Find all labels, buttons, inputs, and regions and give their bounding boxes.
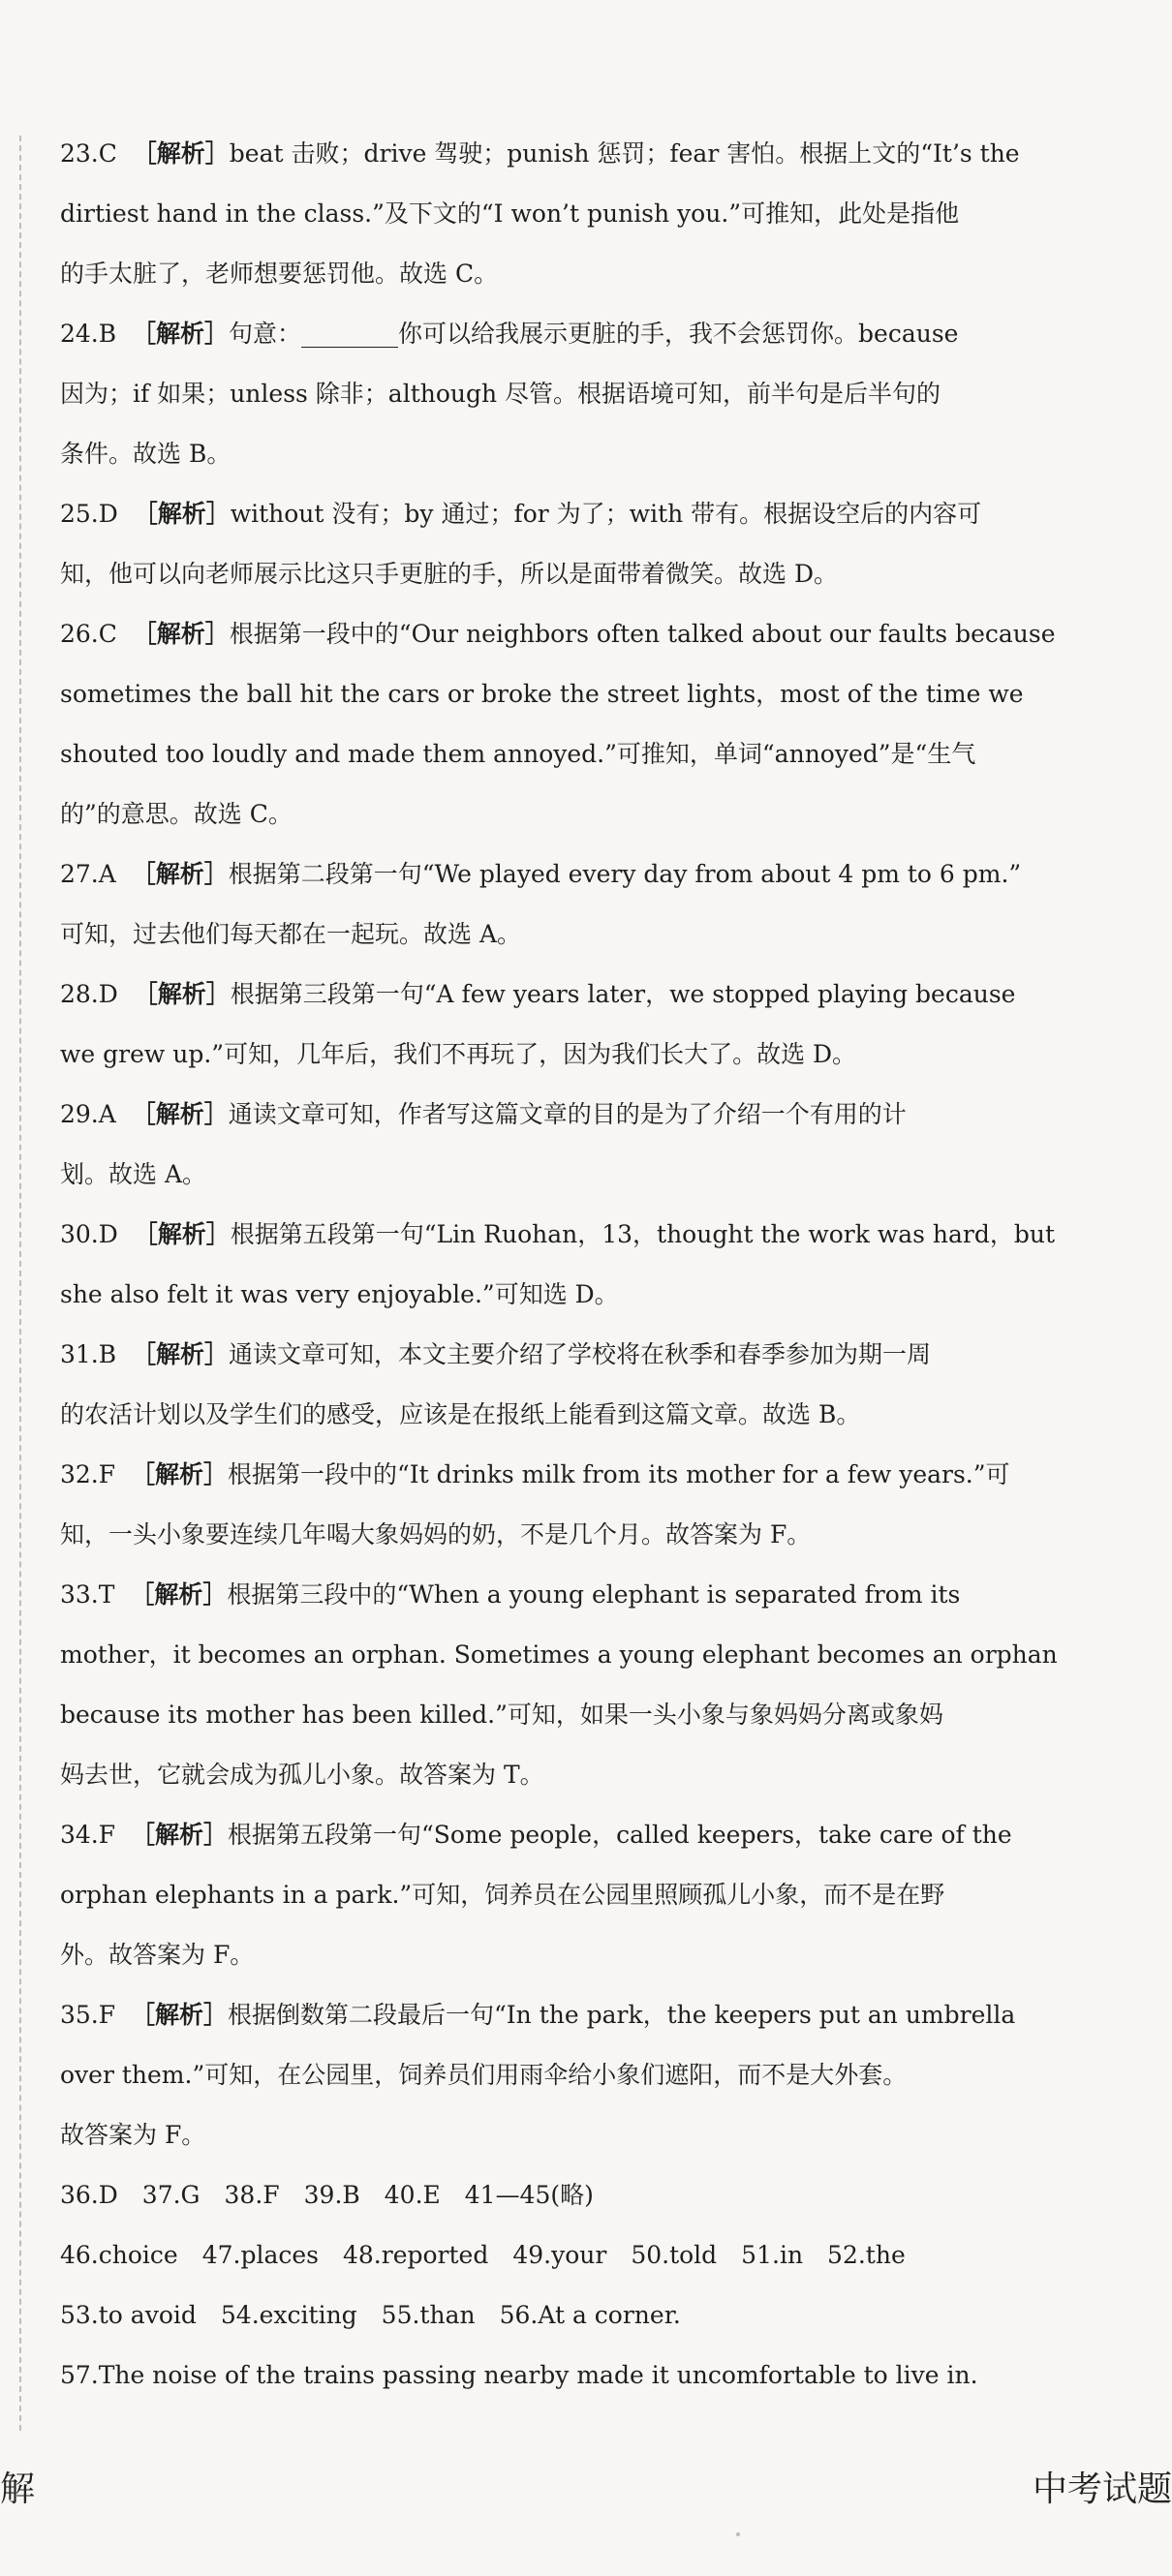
entry-text: beat 击败；drive 驾驶；punish 惩罚；fear 害怕。根据上文的“It’s the bbox=[229, 139, 1020, 168]
entry-line: 的”的意思。故选 C。 bbox=[60, 800, 293, 828]
answer-entry bbox=[60, 844, 1114, 965]
entry-line: over them.”可知，在公园里，饲养员们用雨伞给小象们遮阳，而不是大外套。 bbox=[60, 2061, 908, 2089]
entry-line: mother，it becomes an orphan. Sometimes a young elephant becomes an orphan bbox=[60, 1641, 1058, 1669]
analysis-label: ［解析］ bbox=[130, 1580, 228, 1609]
analysis-label: ［解析］ bbox=[131, 1100, 229, 1128]
entry-line bbox=[60, 484, 1114, 544]
entry-text: 根据第三段中的“When a young elephant is separated from its bbox=[227, 1580, 961, 1609]
answer-entry bbox=[60, 604, 1114, 844]
answer-entry bbox=[60, 1325, 1114, 1445]
entry-number: 35.F bbox=[60, 2001, 131, 2029]
answer-row: 46.choice 47.places 48.reported 49.your 50.told 51.in 52.the bbox=[60, 2241, 906, 2269]
entry-line bbox=[60, 304, 1114, 364]
entry-line: shouted too loudly and made them annoyed.”可推知，单词“annoyed”是“生气 bbox=[60, 740, 976, 768]
analysis-label: ［解析］ bbox=[131, 860, 229, 888]
answer-entry bbox=[60, 1085, 1114, 1205]
analysis-label: ［解析］ bbox=[131, 1460, 229, 1488]
answer-rows bbox=[60, 2165, 1114, 2406]
analysis-label: ［解析］ bbox=[133, 500, 231, 528]
entry-text: 根据第五段第一句“Some people，called keepers，take care of the bbox=[228, 1821, 1012, 1849]
entry-text: without 没有；by 通过；for 为了；with 带有。根据设空后的内容可 bbox=[230, 500, 982, 528]
entry-line: 知，他可以向老师展示比这只手更脏的手，所以是面带着微笑。故选 D。 bbox=[60, 560, 838, 588]
answer-entry bbox=[60, 304, 1114, 484]
margin-dash-line bbox=[19, 136, 21, 2431]
entry-line bbox=[60, 1205, 1114, 1265]
entry-number: 23.C bbox=[60, 139, 133, 168]
entry-number: 29.A bbox=[60, 1100, 132, 1128]
entry-text: 通读文章可知，作者写这篇文章的目的是为了介绍一个有用的计 bbox=[228, 1100, 907, 1128]
entry-line: 的手太脏了，老师想要惩罚他。故选 C。 bbox=[60, 260, 499, 288]
entry-line bbox=[60, 1445, 1114, 1505]
answer-row: 53.to avoid 54.exciting 55.than 56.At a corner. bbox=[60, 2301, 681, 2329]
entry-line: sometimes the ball hit the cars or broke the street lights，most of the time we bbox=[60, 680, 1024, 708]
entry-line: 的农活计划以及学生们的感受，应该是在报纸上能看到这篇文章。故选 B。 bbox=[60, 1400, 861, 1428]
answer-entry bbox=[60, 965, 1114, 1085]
answer-entry bbox=[60, 1565, 1114, 1805]
entry-line bbox=[60, 1325, 1114, 1385]
entry-line: 可知，过去他们每天都在一起玩。故选 A。 bbox=[60, 920, 522, 948]
entry-number: 31.B bbox=[60, 1340, 133, 1368]
answer-entry bbox=[60, 124, 1114, 304]
entry-line: 划。故选 A。 bbox=[60, 1160, 207, 1188]
entry-line: orphan elephants in a park.”可知，饲养员在公园里照顾孤儿小象，而不是在野 bbox=[60, 1881, 945, 1909]
entry-number: 30.D bbox=[60, 1220, 134, 1248]
analysis-label: ［解析］ bbox=[131, 2001, 229, 2029]
entry-text: 根据第一段中的“Our neighbors often talked about our faults because bbox=[229, 620, 1056, 648]
entry-line bbox=[60, 604, 1114, 664]
analysis-label: ［解析］ bbox=[133, 1220, 231, 1248]
entry-number: 24.B bbox=[60, 320, 133, 348]
entry-text: 根据第三段第一句“A few years later，we stopped playing because bbox=[230, 980, 1016, 1008]
analysis-label: ［解析］ bbox=[131, 1821, 229, 1849]
entry-number: 34.F bbox=[60, 1821, 131, 1849]
analysis-label: ［解析］ bbox=[132, 320, 230, 348]
entry-line bbox=[60, 1985, 1114, 2045]
analysis-label: ［解析］ bbox=[133, 980, 231, 1008]
analysis-label: ［解析］ bbox=[132, 139, 230, 168]
entry-number: 32.F bbox=[60, 1460, 131, 1488]
entry-line bbox=[60, 1085, 1114, 1145]
entries-list bbox=[60, 124, 1114, 2165]
entry-number: 27.A bbox=[60, 860, 132, 888]
entry-text: 根据第一段中的“It drinks milk from its mother for a few years.”可 bbox=[228, 1460, 1010, 1488]
entry-line bbox=[60, 1805, 1114, 1865]
entry-number: 25.D bbox=[60, 500, 134, 528]
entry-line bbox=[60, 844, 1114, 905]
answer-row: 57.The noise of the trains passing nearby made it uncomfortable to live in. bbox=[60, 2361, 978, 2389]
answer-entry bbox=[60, 1985, 1114, 2165]
entry-line bbox=[60, 124, 1114, 184]
entry-text: 根据倒数第二段最后一句“In the park，the keepers put an umbrella bbox=[228, 2001, 1016, 2029]
entry-number: 26.C bbox=[60, 620, 133, 648]
entry-text: 根据第二段第一句“We played every day from about 4 pm to 6 pm.” bbox=[228, 860, 1022, 888]
entry-text: 根据第五段第一句“Lin Ruohan，13，thought the work was hard，but bbox=[230, 1220, 1056, 1248]
entry-text: 通读文章可知，本文主要介绍了学校将在秋季和春季参加为期一周 bbox=[229, 1340, 932, 1368]
answer-content bbox=[60, 124, 1114, 2406]
entry-number: 28.D bbox=[60, 980, 134, 1008]
entry-line: dirtiest hand in the class.”及下文的“I won’t punish you.”可推知，此处是指他 bbox=[60, 199, 960, 228]
footer-right-text: 中考试题 bbox=[1032, 2469, 1172, 2509]
answer-entry bbox=[60, 1805, 1114, 1985]
entry-number: 33.T bbox=[60, 1580, 131, 1609]
entry-line: we grew up.”可知，几年后，我们不再玩了，因为我们长大了。故选 D。 bbox=[60, 1040, 857, 1068]
answer-entry bbox=[60, 1205, 1114, 1325]
entry-line: 故答案为 F。 bbox=[60, 2121, 206, 2149]
entry-line: because its mother has been killed.”可知，如果一头小象与象妈妈分离或象妈 bbox=[60, 1701, 943, 1729]
footer-left-text: 解 bbox=[0, 2469, 36, 2509]
entry-line: she also felt it was very enjoyable.”可知选 D。 bbox=[60, 1280, 619, 1308]
page-dot bbox=[736, 2532, 740, 2536]
answer-entry bbox=[60, 1445, 1114, 1565]
entry-line: 妈去世，它就会成为孤儿小象。故答案为 T。 bbox=[60, 1761, 544, 1789]
entry-line: 知，一头小象要连续几年喝大象妈妈的奶，不是几个月。故答案为 F。 bbox=[60, 1520, 812, 1549]
entry-line: 因为；if 如果；unless 除非；although 尽管。根据语境可知，前半句是后半句的 bbox=[60, 380, 941, 408]
analysis-label: ［解析］ bbox=[132, 620, 230, 648]
entry-line bbox=[60, 965, 1114, 1025]
entry-line: 条件。故选 B。 bbox=[60, 440, 231, 468]
answer-entry bbox=[60, 484, 1114, 604]
entry-text: 句意：________你可以给我展示更脏的手，我不会惩罚你。because bbox=[229, 320, 959, 348]
entry-line bbox=[60, 1565, 1114, 1625]
entry-line: 外。故答案为 F。 bbox=[60, 1941, 255, 1969]
analysis-label: ［解析］ bbox=[132, 1340, 230, 1368]
answer-row: 36.D 37.G 38.F 39.B 40.E 41—45(略) bbox=[60, 2181, 594, 2209]
